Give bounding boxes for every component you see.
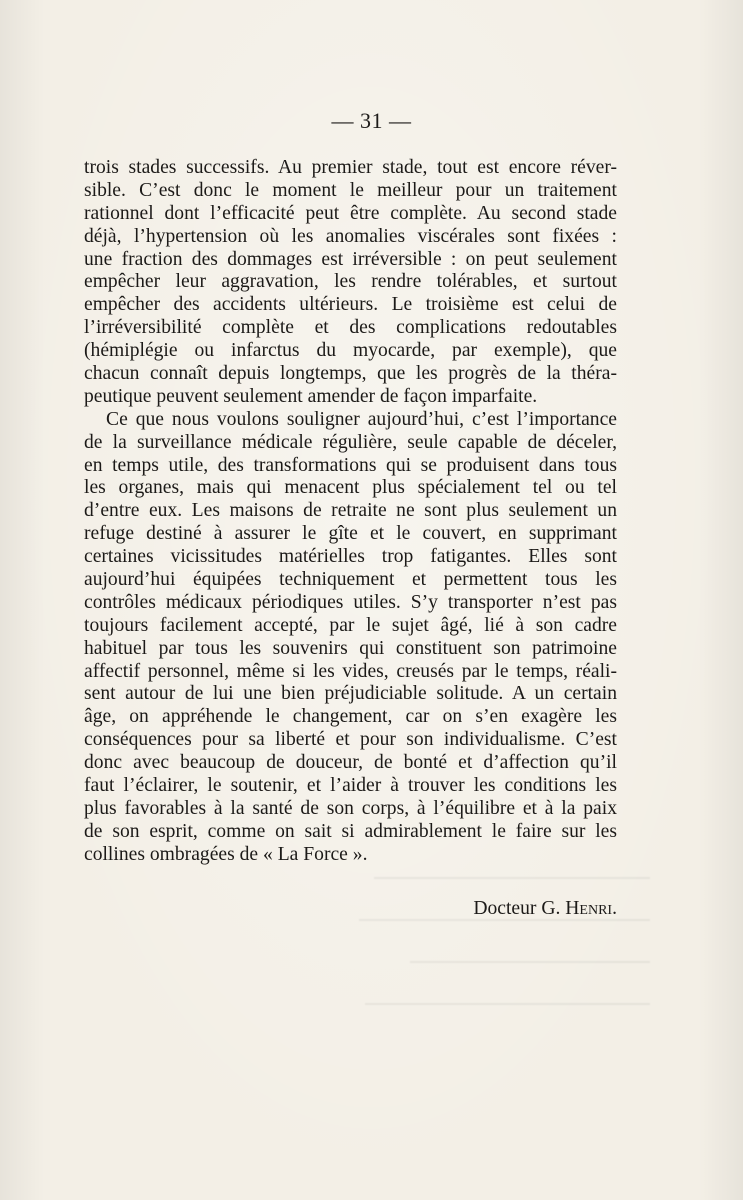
text-line: aujourd’hui équipées techniquement et permettent tous les — [84, 569, 617, 591]
text-line: en temps utile, des transformations qui se produisent dans tous — [84, 454, 617, 476]
text-line: d’entre eux. Les maisons de retraite ne sont plus seulement un — [84, 500, 617, 522]
signature-prefix: Docteur G. — [473, 898, 561, 919]
text-line: âge, on appréhende le changement, car on s’en exagère les — [84, 706, 617, 728]
text-line: faut l’éclairer, le soutenir, et l’aider à trouver les conditions les — [84, 775, 617, 797]
text-line: Ce que nous voulons souligner aujourd’hui, c’est l’importance — [106, 408, 617, 430]
text-line: sible. C’est donc le moment le meilleur pour un traitement — [84, 179, 617, 201]
text-line: de la surveillance médicale régulière, seule capable de déceler, — [84, 431, 617, 453]
text-line: affectif personnel, même si les vides, creusés par le temps, réali- — [84, 660, 617, 682]
signature-surname: Henri. — [565, 898, 617, 919]
text-line: déjà, l’hypertension où les anomalies viscérales sont fixées : — [84, 225, 617, 247]
text-line: trois stades successifs. Au premier stade, tout est encore réver- — [84, 157, 617, 178]
show-through-texture — [350, 855, 650, 1025]
text-line: habituel par tous les souvenirs qui constituent son patrimoine — [84, 637, 617, 659]
paragraph-1 — [84, 157, 617, 409]
text-line: empêcher leur aggravation, les rendre tolérables, et surtout — [84, 271, 617, 293]
text-line: (hémiplégie ou infarctus du myocarde, par exemple), que — [84, 340, 617, 362]
text-line: les organes, mais qui menacent plus spécialement tel ou tel — [84, 477, 617, 499]
text-line: donc avec beaucoup de douceur, de bonté et d’affection qu’il — [84, 752, 617, 774]
paragraph-2 — [84, 409, 617, 867]
page-number: — 31 — — [331, 108, 412, 133]
text-line: collines ombragées de « La Force ». — [84, 843, 368, 865]
body-text — [84, 157, 617, 867]
text-line: empêcher des accidents ultérieurs. Le troisième est celui de — [84, 294, 617, 316]
text-line: sent autour de lui une bien préjudiciable solitude. A un certain — [84, 683, 617, 705]
text-line: peutique peuvent seulement amender de façon imparfaite. — [84, 385, 538, 407]
text-line: certaines vicissitudes matérielles trop fatigantes. Elles sont — [84, 546, 617, 568]
text-line: toujours facilement accepté, par le sujet âgé, lié à son cadre — [84, 614, 617, 636]
text-line: une fraction des dommages est irréversible : on peut seulement — [84, 248, 617, 270]
text-line: l’irréversibilité complète et des complications redoutables — [84, 317, 617, 339]
text-line: rationnel dont l’efficacité peut être complète. Au second stade — [84, 202, 617, 224]
text-line: de son esprit, comme on sait si admirablement le faire sur les — [84, 820, 617, 842]
text-line: chacun connaît depuis longtemps, que les progrès de la théra- — [84, 363, 617, 385]
text-line: refuge destiné à assurer le gîte et le couvert, en supprimant — [84, 523, 617, 545]
text-line: plus favorables à la santé de son corps, à l’équilibre et à la paix — [84, 797, 617, 819]
text-line: conséquences pour sa liberté et pour son individualisme. C’est — [84, 729, 617, 751]
text-line: contrôles médicaux périodiques utiles. S’y transporter n’est pas — [84, 591, 617, 613]
